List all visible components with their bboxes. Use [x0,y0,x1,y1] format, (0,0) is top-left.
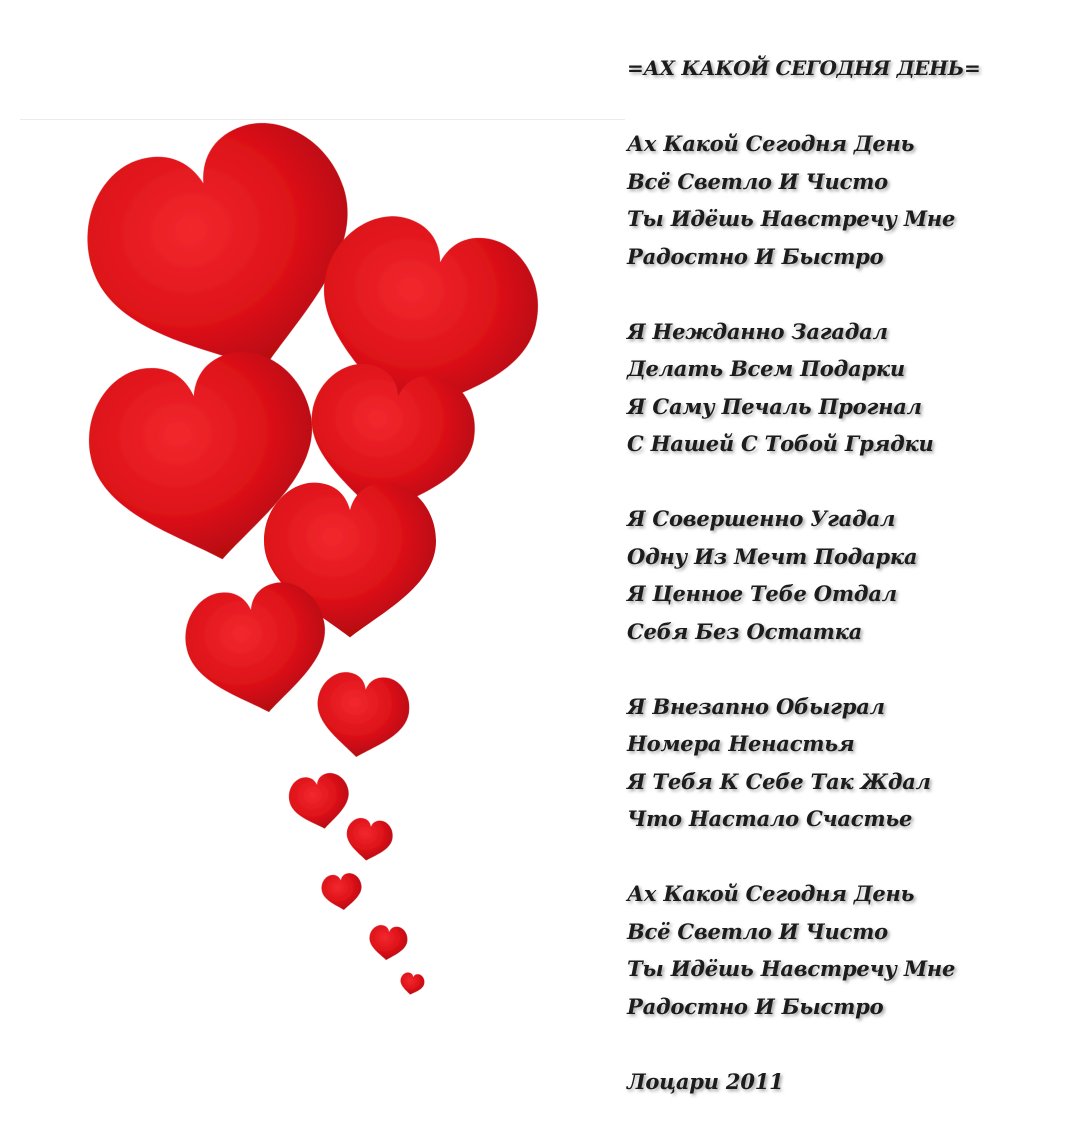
poem-line: Ах Какой Сегодня День [627,881,915,906]
stanza-2 [627,313,1067,463]
poem-line: Себя Без Остатка [627,618,863,644]
poem-line: Делать Всем Подарки [627,356,905,381]
poem-line: Я Ценное Тебе Отдал [627,581,897,606]
poem-line: Ты Идёшь Навстречу Мне [627,206,956,231]
poem-line: Ты Идёшь Навстречу Мне [627,956,956,981]
poem-title: =АХ КАКОЙ СЕГОДНЯ ДЕНЬ= [627,56,981,80]
heart-icon [367,924,408,962]
stanza-4 [627,688,1067,838]
poem-line: Что Настало Счастье [627,806,913,831]
heart-icon [343,816,394,863]
poem-line: С Нашей С Тобой Грядки [627,431,934,456]
poem-line: Всё Светло И Чисто [627,918,888,944]
heart-icon [398,971,425,996]
poem-line: Я Тебя К Себе Так Ждал [627,768,931,794]
poem-line: Я Саму Печаль Прогнал [627,393,922,419]
poem-line: Радостно И Быстро [627,243,884,269]
stanza-3 [627,500,1067,650]
stanza-1 [627,125,1067,275]
heart-icon [311,669,414,764]
heart-icon [286,770,354,834]
poem-signature: Лоцари 2011 [627,1068,784,1094]
poem-line: Одну Из Мечт Подарка [627,543,918,569]
poem-line: Всё Светло И Чисто [627,168,888,194]
poem-line: Я Совершенно Угадал [627,506,896,531]
heart-icon [320,872,364,912]
stanza-5 [627,875,1067,1025]
poem-line: Я Внезапно Обыграл [627,693,885,719]
poem-line: Я Нежданно Загадал [627,318,888,344]
poem-text-block [627,50,1067,1100]
poem-line: Радостно И Быстро [627,993,884,1019]
poem-line: Ах Какой Сегодня День [627,131,915,156]
poem-line: Номера Ненастья [627,731,855,756]
top-divider-line [20,119,625,120]
